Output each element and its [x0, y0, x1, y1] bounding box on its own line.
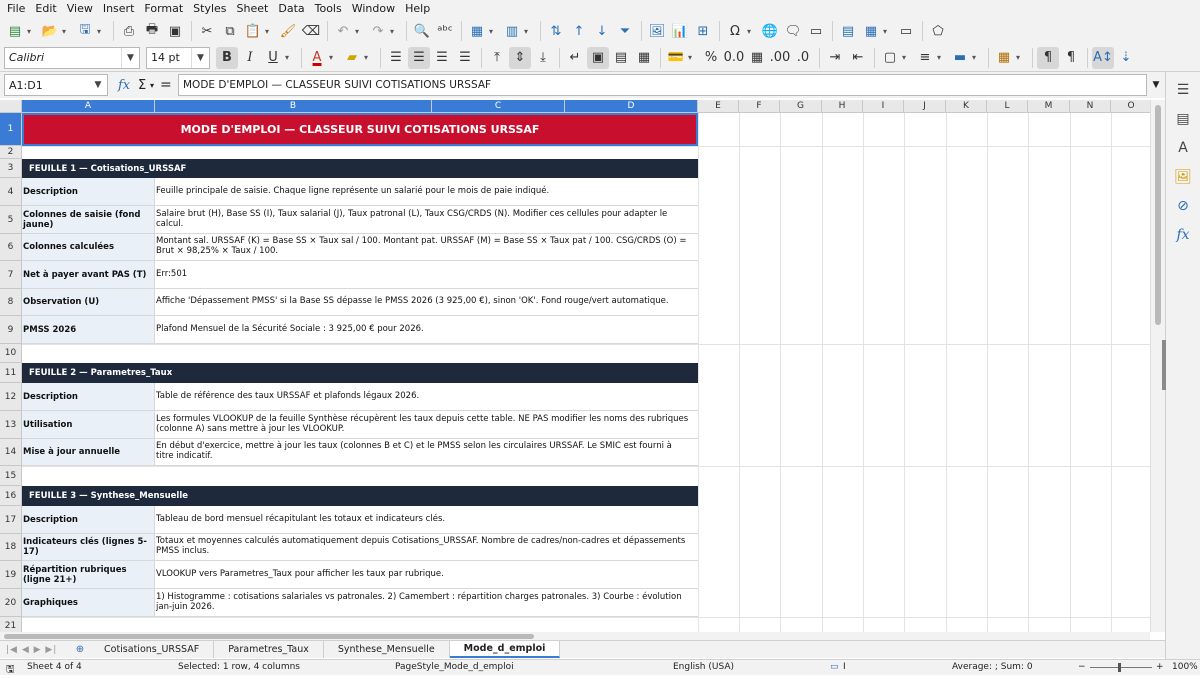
wrap-text-icon[interactable]: ↵ — [569, 50, 581, 65]
open-dropdown-icon[interactable]: ▾ — [62, 26, 67, 36]
description-cell[interactable]: Feuille principale de saisie. Chaque ligne représente un salarié pour le mois de paie indiqué. — [155, 178, 698, 206]
row-header-6[interactable]: 6 — [0, 234, 22, 261]
formula-icon[interactable]: = — [160, 77, 172, 93]
left-to-right-icon[interactable]: ¶ — [1037, 47, 1059, 69]
select-all-corner[interactable] — [0, 100, 22, 113]
align-right-icon[interactable]: ☰ — [436, 50, 448, 65]
tab-parametres-taux[interactable]: Parametres_Taux — [214, 641, 324, 658]
toolbar-separator — [719, 21, 720, 41]
show-draw-functions-icon[interactable]: ⬠ — [932, 23, 944, 39]
horizontal-scrollbar[interactable] — [0, 632, 1150, 640]
border-color-icon[interactable]: ▬ — [953, 50, 967, 65]
formatting-toolbar — [0, 44, 1200, 72]
chevron-down-icon[interactable]: ▼ — [94, 80, 102, 90]
gridline — [1028, 113, 1029, 632]
percent-format-icon[interactable]: % — [704, 50, 718, 65]
print-preview-icon[interactable]: ▣ — [168, 23, 182, 39]
decrease-indent-icon[interactable]: ⇤ — [852, 50, 864, 65]
define-print-area-icon[interactable]: ▤ — [841, 23, 855, 39]
special-character-icon[interactable]: Ω — [730, 23, 740, 39]
gridline — [22, 466, 1150, 467]
menu-window[interactable]: Window — [351, 2, 396, 15]
font-size-value: 14 pt — [151, 51, 180, 64]
menu-edit[interactable]: Edit — [35, 2, 57, 15]
row-header-11[interactable]: 11 — [0, 363, 22, 383]
open-folder-icon[interactable]: 📂 — [41, 23, 59, 39]
unmerge-cells-icon[interactable]: ▦ — [637, 50, 651, 65]
menu-data[interactable]: Data — [278, 2, 305, 15]
clone-formatting-icon[interactable]: 🖌 — [279, 23, 297, 39]
spreadsheet-grid — [0, 100, 1150, 632]
label-cell[interactable]: Description — [22, 178, 155, 206]
row-header-16[interactable]: 16 — [0, 486, 22, 506]
bold-icon[interactable]: B — [216, 47, 238, 69]
description-cell[interactable]: Plafond Mensuel de la Sécurité Sociale : 3 925,00 € pour 2026. — [155, 316, 698, 344]
save-dropdown-icon[interactable]: ▾ — [97, 26, 102, 36]
border-style-dropdown-icon[interactable]: ▾ — [937, 53, 942, 62]
gridline — [946, 113, 947, 632]
label-cell[interactable]: Répartition rubriques (ligne 21+) — [22, 561, 155, 589]
gridline — [904, 113, 905, 632]
function-wizard-icon[interactable]: fx — [118, 77, 131, 93]
gridline — [822, 113, 823, 632]
font-size-combobox[interactable] — [146, 47, 210, 69]
label-cell[interactable]: Mise à jour annuelle — [22, 439, 155, 466]
delete-decimal-icon[interactable]: .0 — [796, 50, 810, 65]
toolbar-separator — [559, 48, 560, 68]
borders-icon[interactable]: ▢ — [883, 50, 897, 65]
toolbar-separator — [481, 48, 482, 68]
toolbar-separator — [1032, 48, 1033, 68]
row-header-5[interactable]: 5 — [0, 206, 22, 234]
menu-bar — [0, 0, 1200, 17]
description-cell[interactable]: Montant sal. URSSAF (K) = Base SS × Taux sal / 100. Montant pat. URSSAF (M) = Base SS × Taux pat / 100. CSG/CRDS (O) = Brut × 98,25% × Taux / 100. — [155, 234, 698, 261]
column-header-j[interactable]: J — [904, 100, 946, 113]
gridline — [780, 113, 781, 632]
row-header-17[interactable]: 17 — [0, 506, 22, 534]
row-header-8[interactable]: 8 — [0, 289, 22, 316]
sort-ascending-icon[interactable]: ↑ — [573, 23, 585, 39]
font-color-icon[interactable]: A — [312, 50, 322, 65]
description-cell[interactable]: Table de référence des taux URSSAF et plafonds légaux 2026. — [155, 383, 698, 411]
gridline — [1070, 113, 1071, 632]
row-header-21[interactable]: 21 — [0, 617, 22, 632]
row-header-3[interactable]: 3 — [0, 159, 22, 178]
align-top-icon[interactable]: ⤒ — [494, 50, 500, 65]
toolbar-separator — [191, 21, 192, 41]
zoom-out-icon[interactable]: − — [1078, 662, 1086, 672]
sum-icon[interactable]: Σ — [138, 77, 147, 93]
column-header-h[interactable]: H — [822, 100, 863, 113]
toolbar-separator — [988, 48, 989, 68]
section-header-cell[interactable]: FEUILLE 2 — Parametres_Taux — [22, 363, 698, 383]
align-center-icon[interactable]: ☰ — [408, 47, 430, 69]
sheet-navigation-icon[interactable]: |◀ ◀ ▶ ▶| — [6, 644, 58, 655]
description-cell[interactable]: Totaux et moyennes calculés automatiquement depuis Cotisations_URSSAF. Nombre de cadres/non-cadres et dépassements PMSS inclus. — [155, 534, 698, 561]
column-header-e[interactable]: E — [698, 100, 739, 113]
row-header-15[interactable]: 15 — [0, 466, 22, 486]
formula-text: MODE D'EMPLOI — CLASSEUR SUIVI COTISATIONS URSSAF — [183, 79, 492, 91]
label-cell[interactable]: Net à payer avant PAS (T) — [22, 261, 155, 289]
description-cell[interactable]: Affiche 'Dépassement PMSS' si la Base SS dépasse le PMSS 2026 (3 925,00 €), sinon 'OK'. Fond rouge/vert automatique. — [155, 289, 698, 316]
redo-dropdown-icon[interactable]: ▾ — [390, 26, 395, 36]
column-header-m[interactable]: M — [1028, 100, 1070, 113]
headers-footers-icon[interactable]: ▭ — [809, 23, 823, 39]
insert-chart-icon[interactable]: 📊 — [671, 23, 689, 39]
formula-bar — [0, 72, 1165, 98]
freeze-rows-columns-icon[interactable]: ▦ — [864, 23, 878, 39]
conditional-dropdown-icon[interactable]: ▾ — [1016, 53, 1021, 62]
gridline — [22, 617, 1150, 618]
chevron-down-icon[interactable]: ▼ — [191, 48, 209, 68]
gridline — [22, 344, 1150, 345]
label-cell[interactable]: Colonnes de saisie (fond jaune) — [22, 206, 155, 234]
toolbar-separator — [1087, 48, 1088, 68]
language-status[interactable]: English (USA) — [673, 662, 735, 672]
font-name-value: Calibri — [9, 51, 45, 64]
row-header-1[interactable]: 1 — [0, 113, 22, 146]
merge-center-icon[interactable]: ▣ — [587, 47, 609, 69]
toolbar-separator — [641, 21, 642, 41]
font-color-dropdown-icon[interactable]: ▾ — [329, 53, 334, 62]
row-header-13[interactable]: 13 — [0, 411, 22, 439]
borders-dropdown-icon[interactable]: ▾ — [902, 53, 907, 62]
spelling-icon[interactable]: ᵃᵇᶜ — [437, 23, 453, 39]
currency-format-icon[interactable]: 💳 — [667, 50, 685, 65]
number-format-icon[interactable]: 0.0 — [723, 50, 745, 65]
toolbar-separator — [327, 21, 328, 41]
description-cell[interactable]: Salaire brut (H), Base SS (I), Taux salarial (J), Taux patronal (L), Taux CSG/CRDS (N). Modifier ces cellules pour adapter le calcul. — [155, 206, 698, 234]
cut-icon[interactable]: ✂ — [201, 23, 213, 39]
align-bottom-icon[interactable]: ⤓ — [540, 50, 546, 65]
column-header-o[interactable]: O — [1111, 100, 1150, 113]
column-header-f[interactable]: F — [739, 100, 780, 113]
toolbar-separator — [301, 48, 302, 68]
menu-tools[interactable]: Tools — [314, 2, 342, 15]
text-direction-horizontal-icon[interactable]: A↕ — [1092, 47, 1114, 69]
insert-image-icon[interactable]: 🖼 — [648, 23, 666, 39]
menu-insert[interactable]: Insert — [102, 2, 135, 15]
column-header-d[interactable]: D — [565, 100, 698, 113]
autofilter-icon[interactable]: ⏷ — [619, 23, 631, 39]
menu-styles[interactable]: Styles — [193, 2, 227, 15]
sum-status[interactable]: Average: ; Sum: 0 — [952, 662, 1033, 672]
label-cell[interactable]: PMSS 2026 — [22, 316, 155, 344]
sort-descending-icon[interactable]: ↓ — [596, 23, 608, 39]
comment-icon[interactable]: 🗨 — [784, 23, 802, 39]
description-cell[interactable]: 1) Histogramme : cotisations salariales vs patronales. 2) Camembert : répartition charges patronales. 3) Courbe : évolution jan-juin 2026. — [155, 589, 698, 617]
clear-formatting-icon[interactable]: ⌫ — [301, 23, 321, 39]
sidebar-menu-icon[interactable]: ☰ — [1176, 82, 1190, 98]
zoom-level[interactable]: 100% — [1172, 662, 1198, 672]
sheet-tab-bar — [0, 640, 1165, 658]
styles-icon[interactable]: A — [1178, 140, 1188, 156]
status-bar — [0, 659, 1200, 675]
sort-icon[interactable]: ⇅ — [550, 23, 562, 39]
expand-formula-bar-icon[interactable]: ▼ — [1152, 80, 1160, 90]
column-headers — [0, 100, 1150, 113]
toolbar-separator — [113, 21, 114, 41]
row-header-19[interactable]: 19 — [0, 561, 22, 589]
tab-mode-d-emploi[interactable]: Mode_d_emploi — [450, 641, 561, 658]
undo-icon[interactable]: ↶ — [337, 23, 349, 39]
vertical-scrollbar[interactable] — [1150, 100, 1165, 632]
column-dropdown-icon[interactable]: ▾ — [524, 26, 529, 36]
description-cell[interactable]: VLOOKUP vers Parametres_Taux pour afficher les taux par rubrique. — [155, 561, 698, 589]
column-header-n[interactable]: N — [1070, 100, 1111, 113]
page-style[interactable]: PageStyle_Mode_d_emploi — [395, 662, 514, 672]
highlight-color-icon[interactable]: ▰ — [347, 50, 357, 65]
row-dropdown-icon[interactable]: ▾ — [489, 26, 494, 36]
label-cell[interactable]: Colonnes calculées — [22, 234, 155, 261]
toolbar-separator — [660, 48, 661, 68]
standard-toolbar — [0, 17, 1200, 45]
date-format-icon[interactable]: ▦ — [750, 50, 764, 65]
paste-dropdown-icon[interactable]: ▾ — [265, 26, 270, 36]
row-header-4[interactable]: 4 — [0, 178, 22, 206]
border-style-icon[interactable]: ≡ — [919, 50, 931, 65]
justify-icon[interactable]: ☰ — [459, 50, 471, 65]
menu-view[interactable]: View — [66, 2, 93, 15]
undo-dropdown-icon[interactable]: ▾ — [355, 26, 360, 36]
gridline — [22, 146, 1150, 147]
toolbar-separator — [874, 48, 875, 68]
toolbar-separator — [380, 48, 381, 68]
description-cell[interactable]: Les formules VLOOKUP de la feuille Synthèse récupèrent les taux depuis cette table. NE PAS modifier les noms des rubriques (colonne A) sans mettre à jour les VLOOKUP. — [155, 411, 698, 439]
label-cell[interactable]: Description — [22, 383, 155, 411]
underline-dropdown-icon[interactable]: ▾ — [285, 53, 290, 62]
navigator-icon[interactable]: ⊘ — [1177, 198, 1189, 214]
zoom-slider-knob[interactable] — [1118, 663, 1121, 672]
right-to-left-icon[interactable]: ¶ — [1066, 50, 1076, 65]
sidebar-deck — [1165, 72, 1200, 659]
column-header-b[interactable]: B — [155, 100, 432, 113]
name-box-value: A1:D1 — [9, 78, 43, 92]
column-header-i[interactable]: I — [863, 100, 904, 113]
row-header-20[interactable]: 20 — [0, 589, 22, 617]
properties-icon[interactable]: ▤ — [1176, 111, 1190, 127]
gridline — [1111, 113, 1112, 632]
border-color-dropdown-icon[interactable]: ▾ — [972, 53, 977, 62]
column-header-g[interactable]: G — [780, 100, 822, 113]
print-icon[interactable]: 🖶 — [145, 22, 159, 37]
italic-icon[interactable]: I — [247, 50, 253, 65]
gridline — [739, 113, 740, 632]
label-cell[interactable]: Graphiques — [22, 589, 155, 617]
functions-icon[interactable]: fx — [1176, 227, 1190, 243]
menu-sheet[interactable]: Sheet — [236, 2, 269, 15]
toolbar-separator — [819, 48, 820, 68]
underline-icon[interactable]: U — [268, 50, 278, 65]
formula-input[interactable] — [178, 74, 1147, 96]
label-cell[interactable]: Observation (U) — [22, 289, 155, 316]
insert-mode-icon[interactable]: I — [843, 662, 846, 672]
split-window-icon[interactable]: ▭ — [899, 23, 913, 39]
column-icon[interactable]: ▥ — [505, 23, 519, 39]
sheet-position: Sheet 4 of 4 — [27, 662, 82, 672]
highlight-dropdown-icon[interactable]: ▾ — [364, 53, 369, 62]
column-header-l[interactable]: L — [987, 100, 1028, 113]
menu-file[interactable]: File — [7, 2, 26, 15]
tab-cotisations-urssaf[interactable]: Cotisations_URSSAF — [90, 641, 214, 658]
insert-pivot-table-icon[interactable]: ⊞ — [697, 23, 709, 39]
font-name-combobox[interactable] — [4, 47, 140, 69]
menu-format[interactable]: Format — [144, 2, 184, 15]
gridline — [698, 113, 699, 632]
toolbar-separator — [540, 21, 541, 41]
freeze-dropdown-icon[interactable]: ▾ — [883, 26, 888, 36]
row-header-18[interactable]: 18 — [0, 534, 22, 561]
selection-mode-icon[interactable]: ▭ — [830, 662, 839, 672]
sidebar-resize-handle[interactable] — [1162, 340, 1166, 390]
label-cell[interactable]: Indicateurs clés (lignes 5-17) — [22, 534, 155, 561]
selection-status: Selected: 1 row, 4 columns — [178, 662, 300, 672]
horizontal-scroll-thumb[interactable] — [4, 634, 534, 639]
zoom-slider[interactable] — [1090, 667, 1152, 668]
description-cell[interactable]: En début d'exercice, mettre à jour les taux (colonnes B et C) et le PMSS selon les circulaires URSSAF. Le SMIC est fourni à titre indicatif. — [155, 439, 698, 466]
sum-dropdown-icon[interactable]: ▾ — [150, 80, 155, 90]
increase-indent-icon[interactable]: ⇥ — [829, 50, 841, 65]
merge-cells-icon[interactable]: ▤ — [614, 50, 628, 65]
description-cell[interactable]: Err:501 — [155, 261, 698, 289]
label-cell[interactable]: Description — [22, 506, 155, 534]
title-merged-cell[interactable]: MODE D'EMPLOI — CLASSEUR SUIVI COTISATIONS URSSAF — [22, 113, 698, 146]
redo-icon[interactable]: ↷ — [372, 23, 384, 39]
row-header-12[interactable]: 12 — [0, 383, 22, 411]
find-replace-icon[interactable]: 🔍 — [413, 23, 431, 39]
menu-help[interactable]: Help — [405, 2, 431, 15]
special-character-dropdown-icon[interactable]: ▾ — [747, 26, 752, 36]
label-cell[interactable]: Utilisation — [22, 411, 155, 439]
tab-synthese-mensuelle[interactable]: Synthese_Mensuelle — [324, 641, 450, 658]
column-header-k[interactable]: K — [946, 100, 987, 113]
gridline — [863, 113, 864, 632]
add-sheet-icon[interactable]: ⊕ — [75, 644, 85, 655]
row-icon[interactable]: ▦ — [470, 23, 484, 39]
hyperlink-icon[interactable]: 🌐 — [761, 23, 779, 39]
center-vertically-icon[interactable]: ⇕ — [509, 47, 531, 69]
new-dropdown-icon[interactable]: ▾ — [27, 26, 32, 36]
section-header-cell[interactable]: FEUILLE 1 — Cotisations_URSSAF — [22, 159, 698, 178]
gridline — [987, 113, 988, 632]
toolbar-separator — [461, 21, 462, 41]
chevron-down-icon[interactable]: ▼ — [121, 48, 139, 68]
new-document-icon[interactable]: ▤ — [8, 23, 22, 39]
row-header-9[interactable]: 9 — [0, 316, 22, 344]
description-cell[interactable]: Tableau de bord mensuel récapitulant les totaux et indicateurs clés. — [155, 506, 698, 534]
section-header-cell[interactable]: FEUILLE 3 — Synthese_Mensuelle — [22, 486, 698, 506]
text-direction-vertical-icon[interactable]: ⇣ — [1120, 50, 1132, 65]
currency-dropdown-icon[interactable]: ▾ — [688, 53, 693, 62]
document-modified-icon[interactable]: 🖫 — [6, 664, 15, 675]
toolbar-separator — [922, 21, 923, 41]
add-decimal-icon[interactable]: .00 — [769, 50, 791, 65]
row-header-14[interactable]: 14 — [0, 439, 22, 466]
conditional-format-icon[interactable]: ▦ — [997, 50, 1011, 65]
column-header-c[interactable]: C — [432, 100, 565, 113]
toolbar-separator — [832, 21, 833, 41]
gallery-icon[interactable]: 🖼 — [1174, 169, 1192, 185]
save-icon[interactable]: 🖫 — [79, 22, 91, 37]
row-header-7[interactable]: 7 — [0, 261, 22, 289]
toolbar-separator — [406, 21, 407, 41]
vertical-scroll-thumb[interactable] — [1155, 105, 1161, 325]
copy-icon[interactable]: ⧉ — [225, 23, 235, 39]
export-pdf-icon[interactable]: ⎙ — [123, 23, 135, 39]
column-header-a[interactable]: A — [22, 100, 155, 113]
zoom-in-icon[interactable]: + — [1156, 662, 1164, 672]
paste-icon[interactable]: 📋 — [244, 23, 262, 39]
name-box[interactable] — [4, 74, 108, 96]
align-left-icon[interactable]: ☰ — [390, 50, 402, 65]
row-header-2[interactable]: 2 — [0, 146, 22, 159]
row-header-10[interactable]: 10 — [0, 344, 22, 363]
